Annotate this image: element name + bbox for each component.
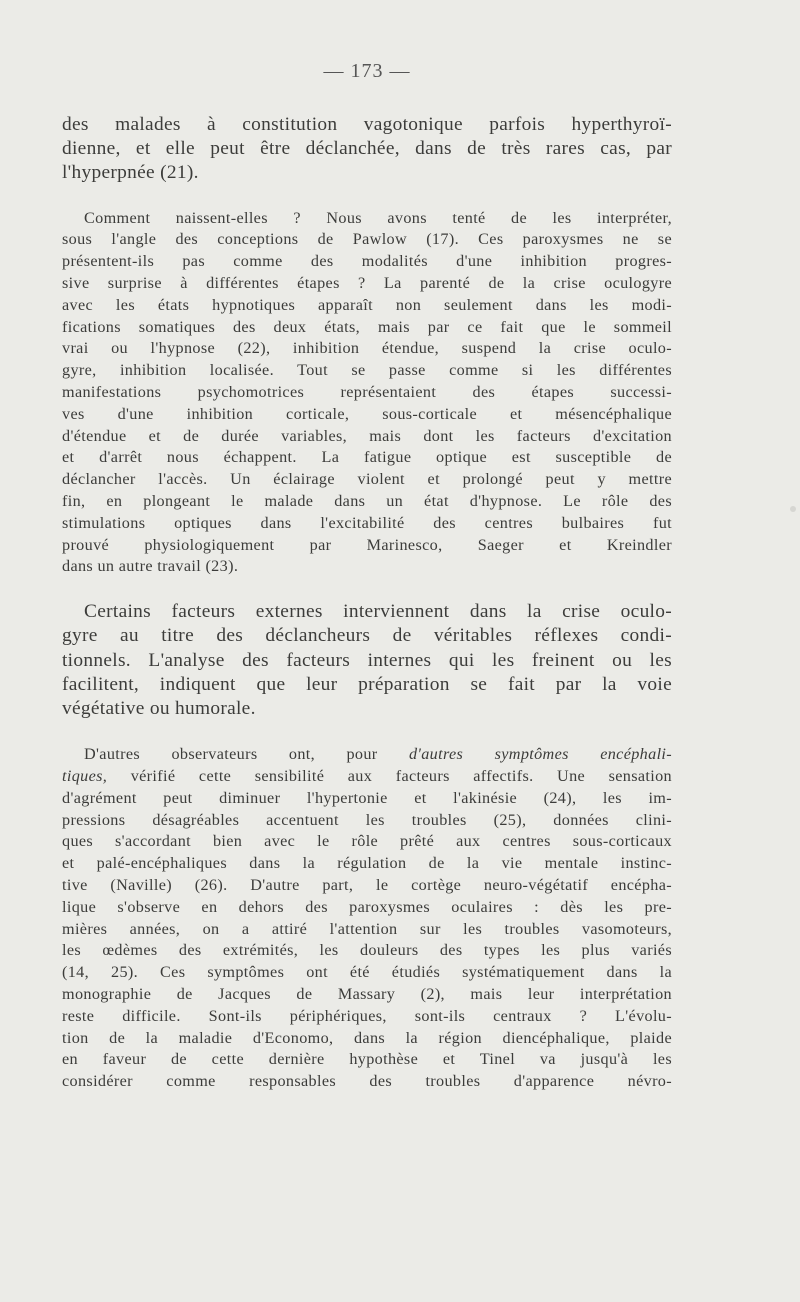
text-run: vérifié cette sensibilité aux facteurs affectifs. Une sensation <box>107 766 672 785</box>
text-line: monographie de Jacques de Massary (2), mais leur interprétation <box>62 984 672 1003</box>
text-line: lique s'observe en dehors des paroxysmes oculaires : dès les pre- <box>62 897 672 916</box>
text-run: D'autres observateurs ont, pour <box>84 745 409 764</box>
paragraph-1 <box>62 113 672 186</box>
text-line: gyre, inhibition localisée. Tout se passe comme si les différentes <box>62 361 672 380</box>
page-edge-mark <box>790 506 796 512</box>
italic-text: d'autres symptômes encéphali- <box>408 745 673 764</box>
text-line: présentent-ils pas comme des modalités d'une inhibition progres- <box>62 252 672 271</box>
paragraph-4 <box>62 744 672 1093</box>
text-line: et d'arrêt nous échappent. La fatigue optique est susceptible de <box>62 448 672 467</box>
text-line: les œdèmes des extrémités, les douleurs des types les plus variés <box>62 941 672 960</box>
text-line: sous l'angle des conceptions de Pawlow (17). Ces paroxysmes ne se <box>62 230 672 249</box>
text-line: Certains facteurs externes interviennent dans la crise oculo- <box>84 601 672 623</box>
text-line: gyre au titre des déclancheurs de véritables réflexes condi- <box>62 625 672 647</box>
text-line: dans un autre travail (23). <box>62 557 239 576</box>
text-line: végétative ou humorale. <box>62 697 256 719</box>
text-line: avec les états hypnotiques apparaît non seulement dans les modi- <box>62 295 672 314</box>
paragraph-2 <box>62 208 672 579</box>
text-line: fin, en plongeant le malade dans un état d'hypnose. Le rôle des <box>62 491 672 510</box>
text-line: (14, 25). Ces symptômes ont été étudiés systématiquement dans la <box>62 963 672 982</box>
text-line: stimulations optiques dans l'excitabilité des centres bulbaires fut <box>62 513 672 532</box>
text-line: manifestations psychomotrices représentaient des étapes successi- <box>62 382 672 401</box>
text-line: pressions désagréables accentuent les troubles (25), données clini- <box>62 810 672 829</box>
text-line: et palé-encéphaliques dans la régulation de la vie mentale instinc- <box>62 854 672 873</box>
text-line: tive (Naville) (26). D'autre part, le cortège neuro-végétatif encépha- <box>62 875 672 894</box>
text-line: en faveur de cette dernière hypothèse et Tinel va jusqu'à les <box>62 1050 672 1069</box>
text-line: facilitent, indiquent que leur préparation se fait par la voie <box>62 673 672 695</box>
italic-text: tiques, <box>62 766 108 785</box>
text-line: l'hyperpnée (21). <box>62 162 199 184</box>
text-line: fications somatiques des deux états, mais par ce fait que le sommeil <box>62 317 672 336</box>
text-line: d'agrément peut diminuer l'hypertonie et l'akinésie (24), les im- <box>62 788 672 807</box>
text-line: d'étendue et de durée variables, mais dont les facteurs d'excitation <box>62 426 672 445</box>
text-line: ques s'accordant bien avec le rôle prêté aux centres sous-corticaux <box>62 832 672 851</box>
text-line: déclancher l'accès. Un éclairage violent et prolongé peut y mettre <box>62 470 672 489</box>
paragraph-3 <box>62 600 672 721</box>
text-line: prouvé physiologiquement par Marinesco, Saeger et Kreindler <box>62 535 672 554</box>
text-line: ves d'une inhibition corticale, sous-corticale et mésencéphalique <box>62 404 672 423</box>
text-line: tionnels. L'analyse des facteurs internes qui les freinent ou les <box>62 649 672 671</box>
text-line: sive surprise à différentes étapes ? La parenté de la crise oculogyre <box>62 274 672 292</box>
text-line: considérer comme responsables des troubles d'apparence névro- <box>62 1072 672 1091</box>
text-line <box>62 766 672 788</box>
book-page <box>62 60 672 1093</box>
page-number: — 173 — <box>323 60 411 82</box>
text-line: dienne, et elle peut être déclanchée, dans de très rares cas, par <box>62 138 672 160</box>
text-line: vrai ou l'hypnose (22), inhibition étendue, suspend la crise oculo- <box>62 339 672 358</box>
text-line: reste difficile. Sont-ils périphériques, sont-ils centraux ? L'évolu- <box>62 1006 672 1025</box>
text-line: Comment naissent-elles ? Nous avons tenté de les interpréter, <box>84 208 672 227</box>
text-line: mières années, on a attiré l'attention sur les troubles vasomoteurs, <box>62 919 672 938</box>
text-line: des malades à constitution vagotonique parfois hyperthyroï- <box>62 114 672 135</box>
text-line <box>62 744 672 766</box>
text-line: tion de la maladie d'Economo, dans la région diencéphalique, plaide <box>62 1028 672 1047</box>
